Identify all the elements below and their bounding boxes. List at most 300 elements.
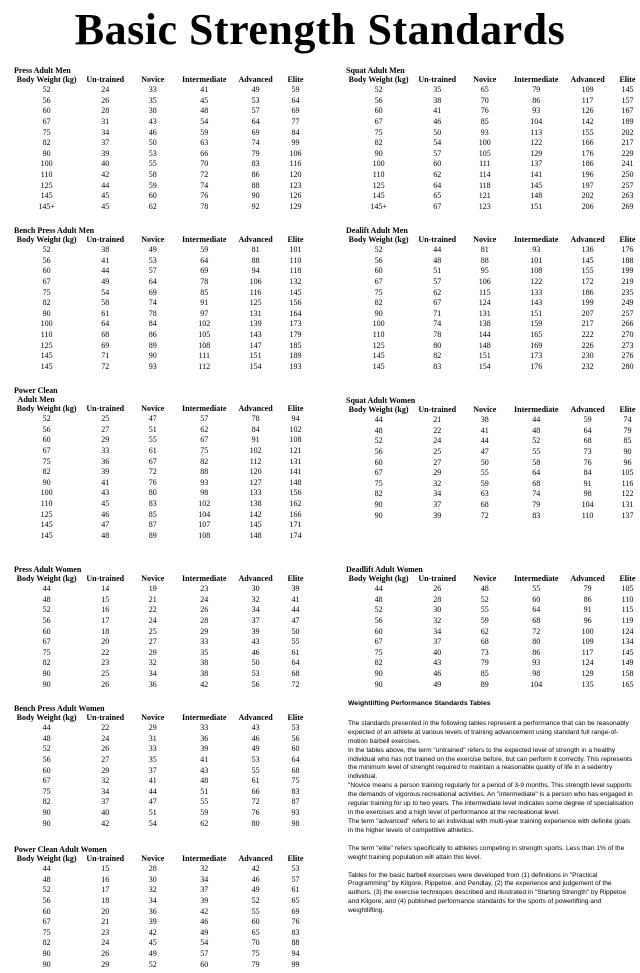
table-cell: 67: [42, 776, 51, 786]
table-row: [14, 341, 314, 352]
table-row: [14, 457, 314, 468]
table-cell: 257: [621, 180, 634, 190]
table-cell: 64: [148, 276, 157, 286]
table-cell: 59: [148, 180, 157, 190]
table-row: [14, 256, 314, 267]
table-cell: 67: [374, 468, 383, 478]
table-row: [14, 309, 314, 320]
table-cell: 93: [532, 106, 541, 116]
table-cell: 91: [583, 605, 592, 615]
table-row: [14, 595, 314, 606]
table-cell: 171: [289, 520, 302, 530]
table-cell: 86: [583, 594, 592, 604]
column-header: Intermediate: [182, 235, 227, 244]
table-cell: 82: [42, 467, 51, 477]
table-cell: 85: [623, 436, 632, 446]
table-cell: 75: [374, 478, 383, 488]
table-row: [14, 797, 314, 808]
table-cell: 49: [251, 744, 260, 754]
table-cell: 69: [291, 106, 300, 116]
table-cell: 40: [101, 159, 110, 169]
table-cell: 50: [148, 138, 157, 148]
column-header: Advanced: [238, 404, 273, 413]
table-cell: 70: [251, 938, 260, 948]
table-cell: 29: [200, 626, 209, 636]
table-cell: 151: [530, 308, 543, 318]
table-cell: 64: [532, 605, 541, 615]
table-cell: 53: [251, 754, 260, 764]
table-cell: 86: [532, 95, 541, 105]
table-cell: 249: [621, 298, 634, 308]
column-header: Intermediate: [182, 713, 227, 722]
table-cell: 89: [148, 340, 157, 350]
table-cell: 102: [289, 424, 302, 434]
standards-table: [14, 386, 314, 541]
table-cell: 32: [148, 658, 157, 668]
table-cell: 41: [433, 106, 442, 116]
table-cell: 56: [42, 895, 51, 905]
table-cell: 72: [101, 361, 110, 371]
table-cell: 17: [101, 615, 110, 625]
table-cell: 90: [623, 446, 632, 456]
table-cell: 79: [532, 85, 541, 95]
table-cell: 90: [374, 510, 383, 520]
table-cell: 102: [198, 319, 211, 329]
table-cell: 55: [200, 797, 209, 807]
table-cell: 69: [200, 266, 209, 276]
table-cell: 88: [291, 938, 300, 948]
table-cell: 179: [289, 329, 302, 339]
table-cell: 67: [200, 435, 209, 445]
table-cell: 202: [621, 127, 634, 137]
table-cell: 97: [200, 308, 209, 318]
table-cell: 142: [249, 509, 262, 519]
table-cell: 88: [251, 180, 260, 190]
table-cell: 32: [433, 615, 442, 625]
table-cell: 50: [480, 457, 489, 467]
table-cell: 87: [148, 520, 157, 530]
table-cell: 102: [249, 445, 262, 455]
table-header-row: [346, 574, 640, 584]
table-row: [14, 605, 314, 616]
table-cell: 96: [583, 615, 592, 625]
table-cell: 93: [148, 361, 157, 371]
table-cell: 60: [251, 917, 260, 927]
table-cell: 115: [621, 605, 634, 615]
table-cell: 55: [532, 446, 541, 456]
table-cell: 124: [478, 298, 491, 308]
table-cell: 124: [581, 658, 594, 668]
table-cell: 123: [478, 201, 491, 211]
standards-table: [346, 226, 640, 372]
notes-paragraph: The standards presented in the following tables represent a performance that can be reasonably expected of an athlete at various levels of training advancement using standard full range-of-motion barbell exercises.: [348, 719, 629, 745]
table-row: [14, 435, 314, 446]
table-cell: 193: [289, 361, 302, 371]
table-cell: 105: [198, 329, 211, 339]
table-cell: 108: [289, 435, 302, 445]
table-cell: 84: [583, 468, 592, 478]
table-cell: 126: [289, 191, 302, 201]
table-row: [14, 85, 314, 96]
table-cell: 46: [251, 874, 260, 884]
table-cell: 56: [374, 255, 383, 265]
table-cell: 148: [249, 530, 262, 540]
table-cell: 186: [581, 159, 594, 169]
table-cell: 109: [581, 637, 594, 647]
table-cell: 60: [42, 435, 51, 445]
table-row: [14, 266, 314, 277]
table-cell: 34: [433, 489, 442, 499]
column-header: Elite: [287, 75, 304, 84]
table-row: [14, 928, 314, 939]
table-cell: 67: [42, 637, 51, 647]
table-row: [14, 755, 314, 766]
table-cell: 60: [200, 959, 209, 969]
table-row: [14, 776, 314, 787]
table-cell: 52: [42, 885, 51, 895]
table-cell: 76: [583, 457, 592, 467]
table-cell: 48: [42, 874, 51, 884]
table-cell: 51: [433, 266, 442, 276]
table-cell: 82: [374, 138, 383, 148]
table-cell: 30: [433, 605, 442, 615]
table-cell: 42: [251, 864, 260, 874]
table-cell: 50: [251, 658, 260, 668]
table-cell: 62: [148, 201, 157, 211]
table-cell: 61: [251, 776, 260, 786]
table-cell: 155: [581, 266, 594, 276]
table-row: [346, 96, 640, 107]
column-header: Advanced: [238, 235, 273, 244]
table-cell: 44: [101, 266, 110, 276]
table-cell: 176: [530, 361, 543, 371]
table-cell: 26: [433, 584, 442, 594]
table-row: [14, 181, 314, 192]
table-cell: 30: [148, 874, 157, 884]
table-cell: 32: [101, 776, 110, 786]
table-cell: 45: [101, 498, 110, 508]
table-cell: 41: [101, 477, 110, 487]
table-cell: 116: [621, 478, 634, 488]
table-row: [14, 637, 314, 648]
table-cell: 69: [251, 127, 260, 137]
table-cell: 197: [581, 180, 594, 190]
table-cell: 96: [623, 457, 632, 467]
table-header-row: [14, 235, 314, 245]
table-cell: 52: [374, 85, 383, 95]
table-cell: 78: [251, 414, 260, 424]
table-cell: 104: [530, 679, 543, 689]
standards-table: [346, 565, 640, 690]
table-cell: 49: [251, 885, 260, 895]
table-cell: 80: [532, 637, 541, 647]
table-title: Deadlift Adult Women: [346, 565, 423, 574]
table-cell: 148: [478, 340, 491, 350]
table-cell: 91: [583, 478, 592, 488]
table-cell: 145: [40, 351, 53, 361]
table-cell: 149: [621, 658, 634, 668]
table-cell: 129: [530, 148, 543, 158]
table-cell: 155: [581, 127, 594, 137]
table-row: [14, 277, 314, 288]
table-cell: 75: [42, 456, 51, 466]
table-cell: 34: [101, 786, 110, 796]
table-cell: 40: [101, 807, 110, 817]
table-cell: 44: [374, 415, 383, 425]
table-row: [14, 723, 314, 734]
table-cell: 91: [200, 298, 209, 308]
table-cell: 44: [148, 786, 157, 796]
table-cell: 106: [478, 276, 491, 286]
table-cell: 133: [530, 287, 543, 297]
table-cell: 43: [101, 488, 110, 498]
table-row: [346, 616, 640, 627]
table-cell: 79: [251, 148, 260, 158]
table-cell: 26: [200, 605, 209, 615]
table-cell: 60: [148, 191, 157, 201]
table-cell: 118: [289, 266, 302, 276]
table-cell: 154: [249, 361, 262, 371]
table-cell: 68: [101, 329, 110, 339]
table-cell: 110: [40, 498, 53, 508]
table-cell: 57: [433, 148, 442, 158]
table-cell: 276: [621, 351, 634, 361]
table-title: Squat Adult Women: [346, 396, 416, 405]
table-cell: 83: [148, 498, 157, 508]
table-cell: 250: [621, 169, 634, 179]
column-header: Body Weight (kg): [16, 713, 77, 722]
table-row: [14, 669, 314, 680]
table-cell: 82: [433, 351, 442, 361]
column-header: Intermediate: [514, 235, 559, 244]
table-row: [14, 907, 314, 918]
table-cell: 105: [478, 148, 491, 158]
table-cell: 126: [581, 106, 594, 116]
column-header: Body Weight (kg): [348, 405, 409, 414]
table-cell: 90: [374, 668, 383, 678]
table-cell: 54: [101, 287, 110, 297]
table-cell: 111: [198, 351, 210, 361]
table-cell: 44: [374, 584, 383, 594]
table-cell: 176: [581, 148, 594, 158]
table-cell: 49: [148, 245, 157, 255]
table-header-row: [14, 404, 314, 414]
table-cell: 48: [200, 106, 209, 116]
table-cell: 79: [583, 584, 592, 594]
table-cell: 37: [101, 797, 110, 807]
table-row: [346, 680, 640, 691]
table-cell: 55: [148, 435, 157, 445]
table-cell: 39: [148, 917, 157, 927]
column-header: Un-trained: [418, 235, 457, 244]
table-cell: 207: [581, 308, 594, 318]
table-cell: 145: [530, 180, 543, 190]
table-cell: 199: [581, 298, 594, 308]
table-cell: 110: [40, 329, 53, 339]
table-row: [14, 949, 314, 960]
table-row: [346, 106, 640, 117]
column-header: Un-trained: [418, 75, 457, 84]
table-cell: 60: [42, 906, 51, 916]
table-cell: 47: [101, 520, 110, 530]
column-header: Novice: [141, 854, 165, 863]
table-cell: 100: [372, 159, 385, 169]
table-cell: 81: [251, 245, 260, 255]
table-cell: 158: [621, 668, 634, 678]
table-cell: 67: [42, 445, 51, 455]
table-cell: 20: [101, 637, 110, 647]
table-cell: 60: [42, 266, 51, 276]
table-cell: 53: [291, 723, 300, 733]
table-cell: 41: [200, 754, 209, 764]
table-cell: 94: [251, 266, 260, 276]
table-row: [14, 510, 314, 521]
table-cell: 145: [372, 361, 385, 371]
table-cell: 23: [101, 658, 110, 668]
table-cell: 52: [42, 85, 51, 95]
table-cell: 33: [148, 744, 157, 754]
table-cell: 46: [200, 917, 209, 927]
table-cell: 25: [101, 414, 110, 424]
table-cell: 81: [480, 245, 489, 255]
table-cell: 118: [478, 180, 491, 190]
table-cell: 60: [42, 765, 51, 775]
table-row: [14, 319, 314, 330]
table-cell: 82: [42, 658, 51, 668]
standards-table: [14, 565, 314, 690]
table-cell: 42: [200, 906, 209, 916]
table-cell: 113: [530, 127, 543, 137]
table-cell: 72: [200, 169, 209, 179]
table-row: [346, 202, 640, 213]
table-row: [14, 680, 314, 691]
notes-paragraph: Tables for the basic barbell exercises were developed from (1) definitions in "Practical Programming" by Kilgore, Rippetoe, and Pendlay, (2) the experience and judgement of the authors, (3) the exercise techniques described and illustrated in "Starting Strength" by Rippetoe and Kilgore, and (4) published performance standards for the sports of powerlifting and weightlifting.: [348, 871, 627, 915]
table-cell: 57: [148, 266, 157, 276]
table-cell: 100: [40, 319, 53, 329]
table-row: [346, 288, 640, 299]
table-cell: 57: [433, 276, 442, 286]
standards-table: [346, 66, 640, 212]
column-header: Elite: [619, 405, 636, 414]
column-header: Intermediate: [182, 854, 227, 863]
table-cell: 60: [374, 266, 383, 276]
table-cell: 269: [621, 201, 634, 211]
table-cell: 164: [289, 308, 302, 318]
table-cell: 84: [251, 424, 260, 434]
table-cell: 138: [249, 498, 262, 508]
table-row: [346, 170, 640, 181]
table-cell: 51: [200, 786, 209, 796]
table-row: [14, 499, 314, 510]
table-cell: 32: [200, 864, 209, 874]
table-header-row: [14, 713, 314, 723]
table-cell: 59: [200, 245, 209, 255]
table-row: [346, 341, 640, 352]
table-cell: 94: [291, 948, 300, 958]
table-title: Dealift Adult Men: [346, 226, 408, 235]
table-header-row: [346, 75, 640, 85]
table-cell: 119: [621, 615, 634, 625]
table-cell: 39: [101, 148, 110, 158]
table-cell: 90: [42, 948, 51, 958]
table-cell: 56: [251, 679, 260, 689]
table-cell: 67: [433, 298, 442, 308]
table-cell: 75: [251, 948, 260, 958]
table-cell: 31: [101, 116, 110, 126]
table-row: [14, 819, 314, 830]
table-cell: 68: [480, 637, 489, 647]
table-cell: 44: [42, 864, 51, 874]
table-row: [346, 458, 640, 469]
table-row: [14, 467, 314, 478]
table-cell: 56: [374, 95, 383, 105]
table-cell: 165: [621, 679, 634, 689]
table-cell: 39: [200, 895, 209, 905]
table-cell: 147: [249, 340, 262, 350]
column-header: Novice: [473, 75, 497, 84]
table-cell: 26: [101, 95, 110, 105]
table-cell: 25: [101, 668, 110, 678]
table-cell: 120: [289, 169, 302, 179]
table-row: [346, 191, 640, 202]
table-cell: 42: [101, 169, 110, 179]
table-cell: 56: [42, 95, 51, 105]
table-cell: 47: [291, 615, 300, 625]
table-header-row: [14, 574, 314, 584]
table-cell: 78: [200, 276, 209, 286]
notes-paragraph: The term "elite" refers specifically to athletes competing in strength sports. Less than 1% of the weight training population will attain this level.: [348, 844, 625, 861]
table-cell: 46: [148, 127, 157, 137]
table-cell: 44: [433, 245, 442, 255]
table-cell: 46: [251, 647, 260, 657]
table-cell: 137: [530, 159, 543, 169]
table-cell: 34: [433, 626, 442, 636]
table-cell: 60: [42, 626, 51, 636]
table-cell: 56: [42, 615, 51, 625]
table-row: [346, 584, 640, 595]
table-cell: 90: [42, 308, 51, 318]
table-row: [346, 351, 640, 362]
table-row: [14, 488, 314, 499]
standards-table: [346, 396, 640, 521]
table-cell: 112: [198, 361, 211, 371]
table-cell: 79: [251, 959, 260, 969]
column-header: Intermediate: [182, 75, 227, 84]
table-cell: 80: [433, 340, 442, 350]
table-cell: 131: [621, 499, 634, 509]
table-cell: 44: [101, 180, 110, 190]
table-cell: 72: [251, 797, 260, 807]
table-cell: 45: [101, 191, 110, 201]
table-cell: 39: [433, 510, 442, 520]
table-cell: 27: [148, 637, 157, 647]
table-cell: 230: [581, 351, 594, 361]
table-cell: 22: [101, 723, 110, 733]
table-cell: 41: [480, 425, 489, 435]
table-cell: 58: [101, 298, 110, 308]
table-row: [346, 605, 640, 616]
table-row: [14, 938, 314, 949]
table-cell: 17: [101, 885, 110, 895]
table-cell: 136: [581, 245, 594, 255]
table-cell: 145: [581, 255, 594, 265]
table-cell: 34: [200, 874, 209, 884]
column-header: Un-trained: [86, 854, 125, 863]
table-cell: 46: [101, 509, 110, 519]
table-cell: 43: [251, 637, 260, 647]
table-cell: 172: [581, 276, 594, 286]
table-cell: 38: [480, 415, 489, 425]
